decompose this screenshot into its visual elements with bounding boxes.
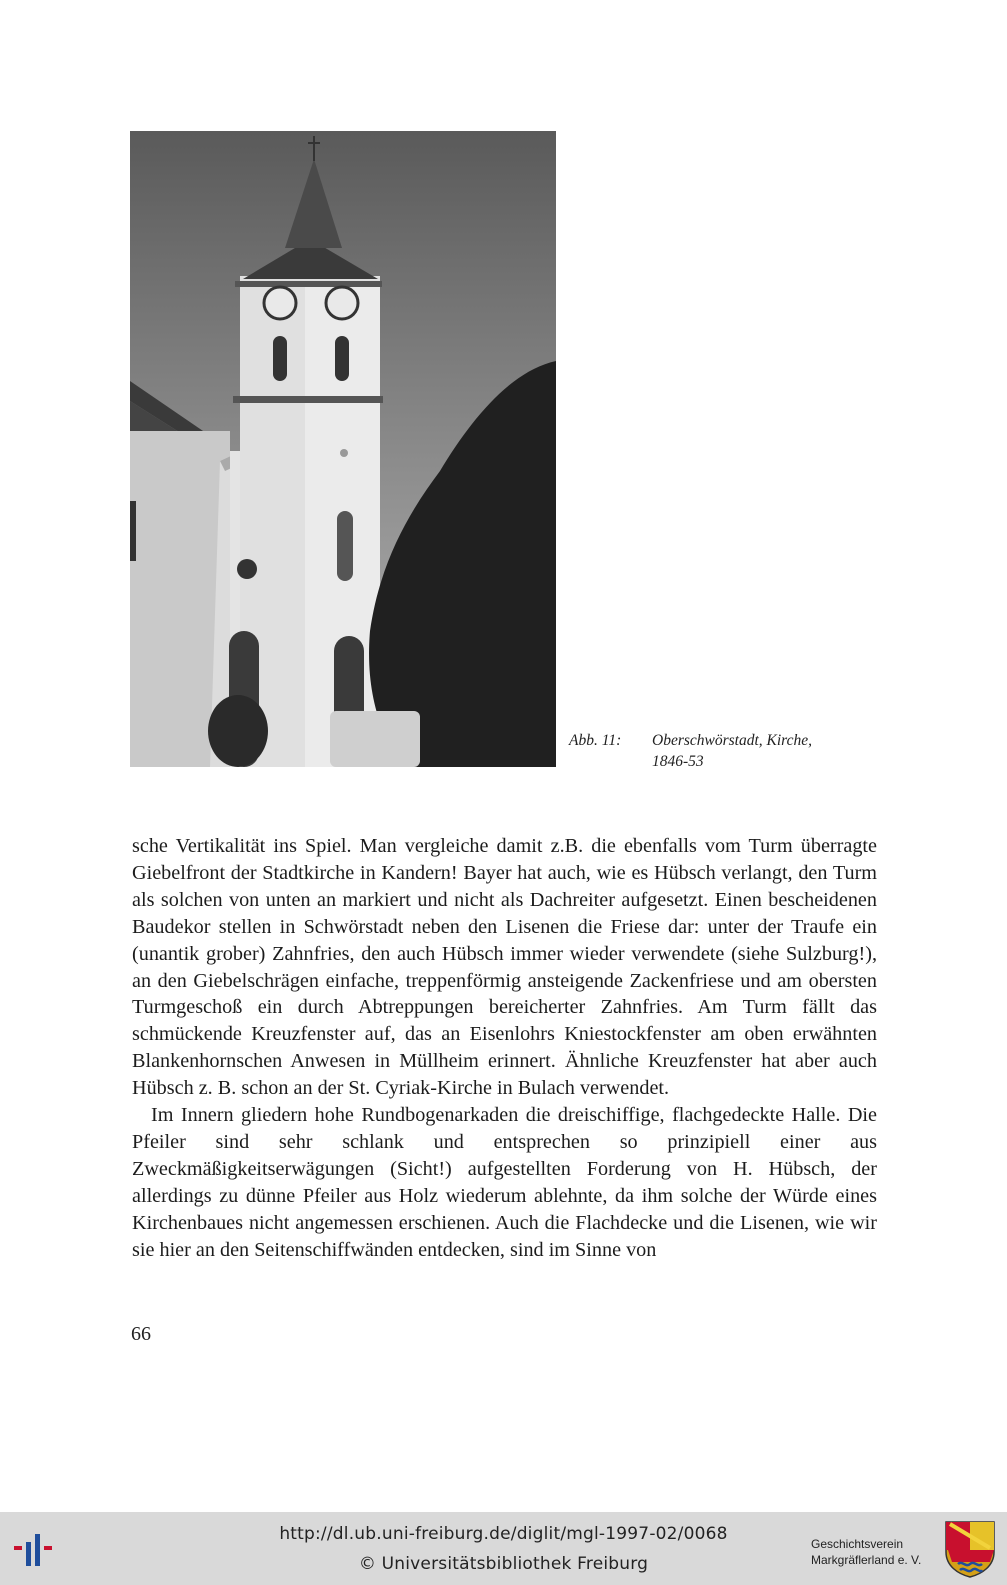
society-name <box>811 1536 921 1568</box>
caption-line-2: 1846-53 <box>652 753 704 770</box>
figure-label: Abb. 11: <box>569 732 622 749</box>
page-number: 66 <box>131 1323 151 1345</box>
coat-of-arms-icon <box>944 1520 996 1583</box>
paragraph: sche Vertikalität ins Spiel. Man vergleiche damit z.B. die ebenfalls vom Turm überragte Giebelfront der Stadtkirche in Kandern! Bayer hat auch, wie es Hübsch verlangt, den Turm als solchen von unten an markiert und nicht als Dachreiter aufgesetzt. Einen bescheidenen Baudekor stellen in Schwörstadt neben den Lisenen die Friese dar: unter der Traufe ein (unantik grober) Zahnfries, den auch Hübsch immer wieder verwendete (siehe Sulzburg!), an den Giebelschrägen einfache, treppenförmig ansteigende Zackenfriese und am obersten Turmgeschoß ein durch Abtreppungen bereicherter Zahnfries. Am Turm fällt das schmückende Kreuzfenster auf, das an Eisenlohrs Kniestockfenster am oben erwähnten Blankenhornschen Anwesen in Müllheim erinnert. Ähnliche Kreuzfenster hat aber auch Hübsch z. B. schon an der St. Cyriak-Kirche in Bulach verwendet. <box>132 835 877 1100</box>
church-photo <box>130 131 556 767</box>
society-line-1: Geschichtsverein <box>811 1537 904 1551</box>
footer-copyright: © Universitätsbibliothek Freiburg <box>358 1554 649 1574</box>
figure-caption-text <box>652 730 872 772</box>
society-line-2: Markgräflerland e. V. <box>811 1553 922 1567</box>
footer-bar <box>0 1512 1007 1585</box>
footer-url[interactable]: http://dl.ub.uni-freiburg.de/diglit/mgl-1997-02/0068 <box>279 1524 728 1544</box>
body-text <box>132 833 877 1264</box>
paragraph: Im Innern gliedern hohe Rundbogenarkaden die dreischiffige, flachgedeckte Halle. Die Pfeiler sind sehr schlank und entsprechen so prinzipiell einer aus Zweckmäßigkeitserwägungen (Sicht!) aufgestellten Forderung von H. Hübsch, der allerdings zu dünne Pfeiler aus Holz wiederum ablehnte, da ihm solche der Würde eines Kirchenbaues nicht angemessen erschienen. Auch die Flachdecke und die Lisenen, wie wir sie hier an den Seitenschiffwänden entdecken, sind im Sinne von <box>132 1104 877 1261</box>
caption-line-1: Oberschwörstadt, Kirche, <box>652 732 813 749</box>
